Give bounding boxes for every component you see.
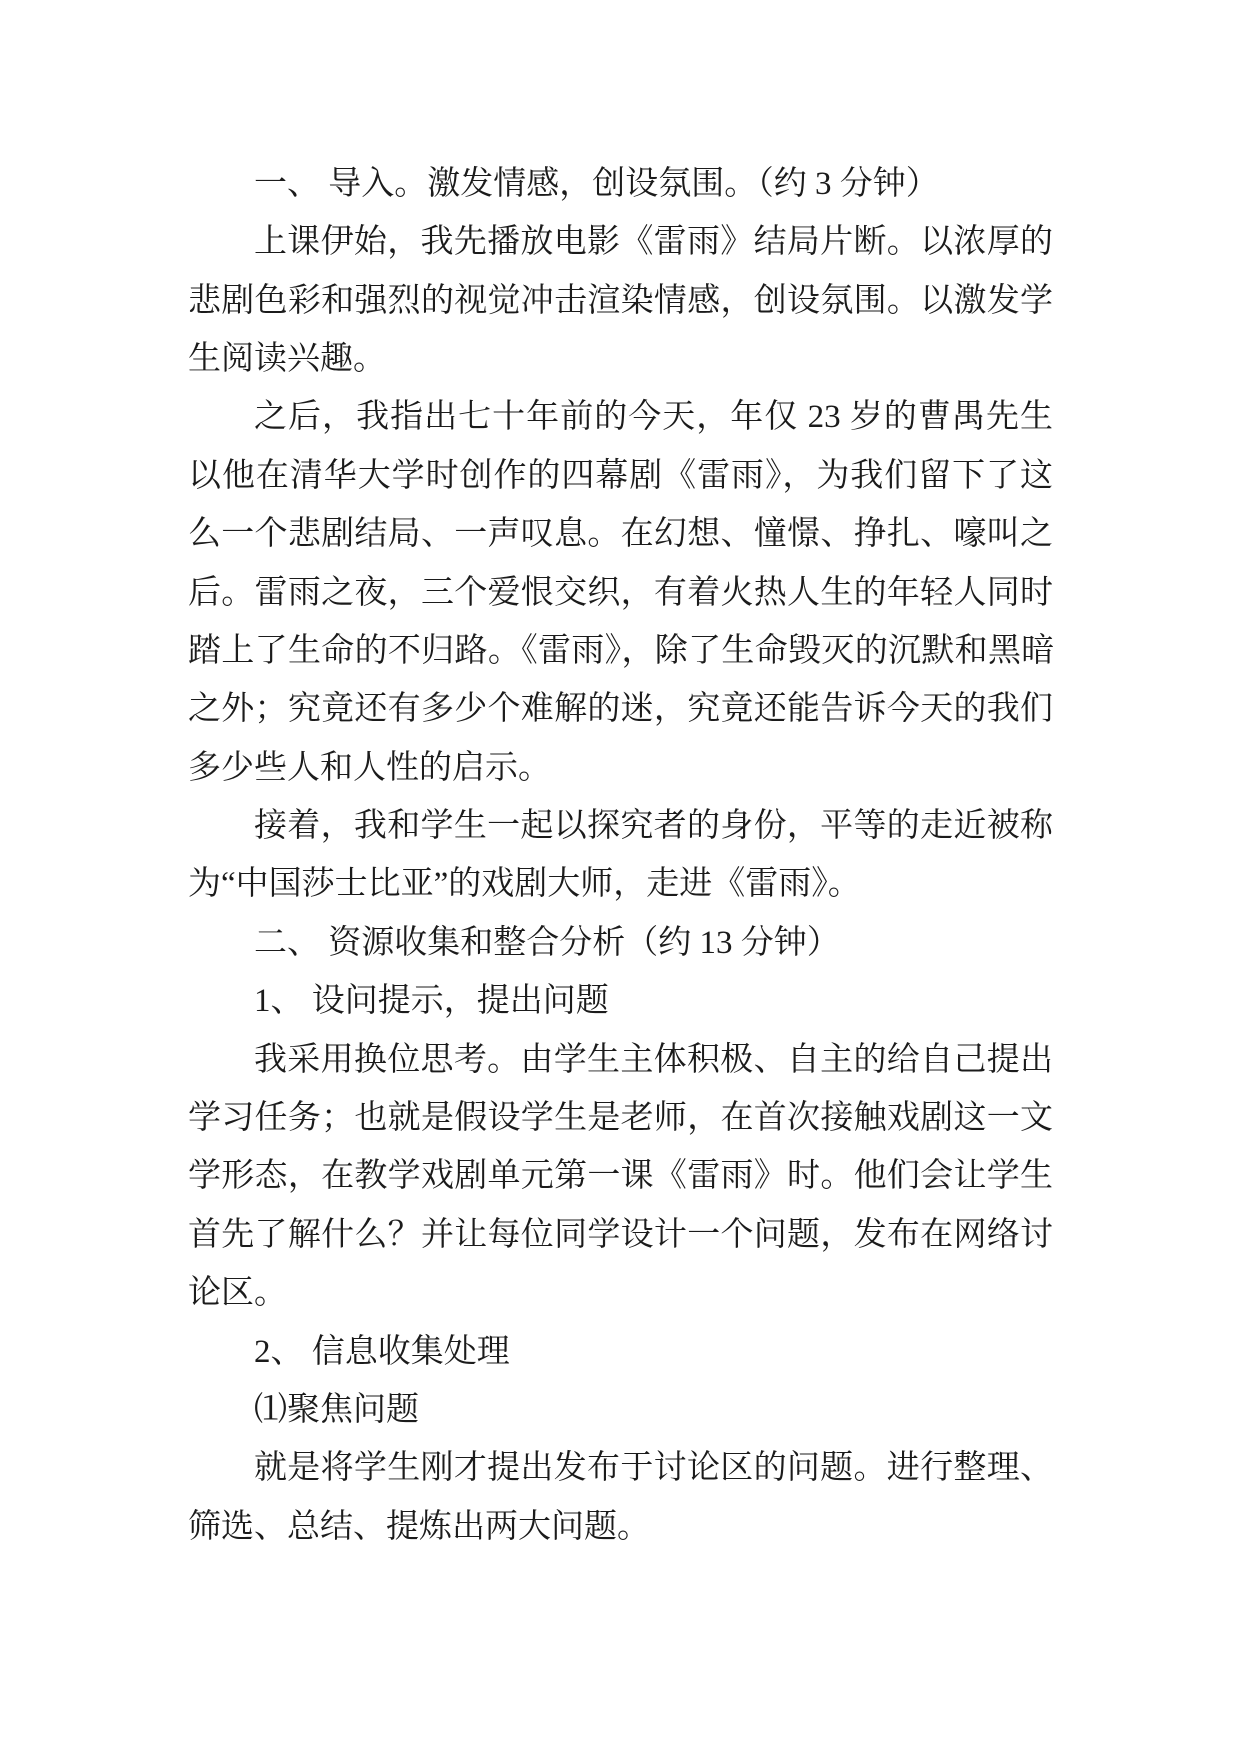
- paragraph: [188, 213, 1053, 388]
- text-line: 么一个悲剧结局、一声叹息。在幻想、憧憬、挣扎、嚎叫之: [188, 516, 1053, 553]
- text-line: 接着，我和学生一起以探究者的身份，平等的走近被称: [254, 808, 1053, 845]
- text-line: 悲剧色彩和强烈的视觉冲击渲染情感，创设氛围。以激发学: [188, 282, 1053, 319]
- section-introduction: [188, 155, 1053, 914]
- paragraph: [188, 388, 1053, 797]
- text-line: 生阅读兴趣。: [188, 340, 386, 377]
- text-line: 之外；究竟还有多少个难解的迷，究竟还能告诉今天的我们: [188, 691, 1053, 728]
- text-line: 我采用换位思考。由学生主体积极、自主的给自己提出: [254, 1041, 1053, 1078]
- section-heading: 一、 导入。激发情感，创设氛围。（约 3 分钟）: [254, 165, 939, 202]
- text-line: 上课伊始，我先播放电影《雷雨》结局片断。以浓厚的: [254, 224, 1053, 261]
- text-line: 踏上了生命的不归路。《雷雨》，除了生命毁灭的沉默和黑暗: [188, 632, 1053, 669]
- text-line: 论区。: [188, 1275, 287, 1312]
- paragraph: [188, 1439, 1053, 1556]
- list-item-heading: ⑴聚焦问题: [254, 1392, 419, 1428]
- text-line: 多少些人和人性的启示。: [188, 749, 551, 786]
- text-line: 筛选、总结、提炼出两大问题。: [188, 1508, 650, 1545]
- text-line: 首先了解什么？并让每位同学设计一个问题，发布在网络讨: [188, 1216, 1053, 1253]
- subsection-information-processing: [188, 1323, 1053, 1557]
- subsection-heading: 2、 信息收集处理: [254, 1333, 510, 1370]
- subsection-questions: [188, 972, 1053, 1322]
- text-line: 学习任务；也就是假设学生是老师，在首次接触戏剧这一文: [188, 1100, 1053, 1137]
- section-heading: 二、 资源收集和整合分析（约 13 分钟）: [254, 924, 840, 961]
- text-line: 就是将学生刚才提出发布于讨论区的问题。进行整理、: [254, 1450, 1053, 1487]
- text-line: 后。雷雨之夜，三个爱恨交织，有着火热人生的年轻人同时: [188, 574, 1053, 611]
- list-item: [188, 1381, 1053, 1556]
- text-line: 学形态，在教学戏剧单元第一课《雷雨》时。他们会让学生: [188, 1158, 1053, 1195]
- document-body: [188, 155, 1053, 1556]
- text-line: 为“中国莎士比亚”的戏剧大师，走进《雷雨》。: [188, 866, 861, 903]
- text-line: 以他在清华大学时创作的四幕剧《雷雨》，为我们留下了这: [188, 457, 1053, 494]
- paragraph: [188, 1031, 1053, 1323]
- section-resource-analysis: [188, 914, 1053, 1556]
- subsection-heading: 1、 设问提示，提出问题: [254, 983, 609, 1020]
- paragraph: [188, 797, 1053, 914]
- text-line: 之后，我指出七十年前的今天，年仅 23 岁的曹禺先生: [254, 399, 1053, 436]
